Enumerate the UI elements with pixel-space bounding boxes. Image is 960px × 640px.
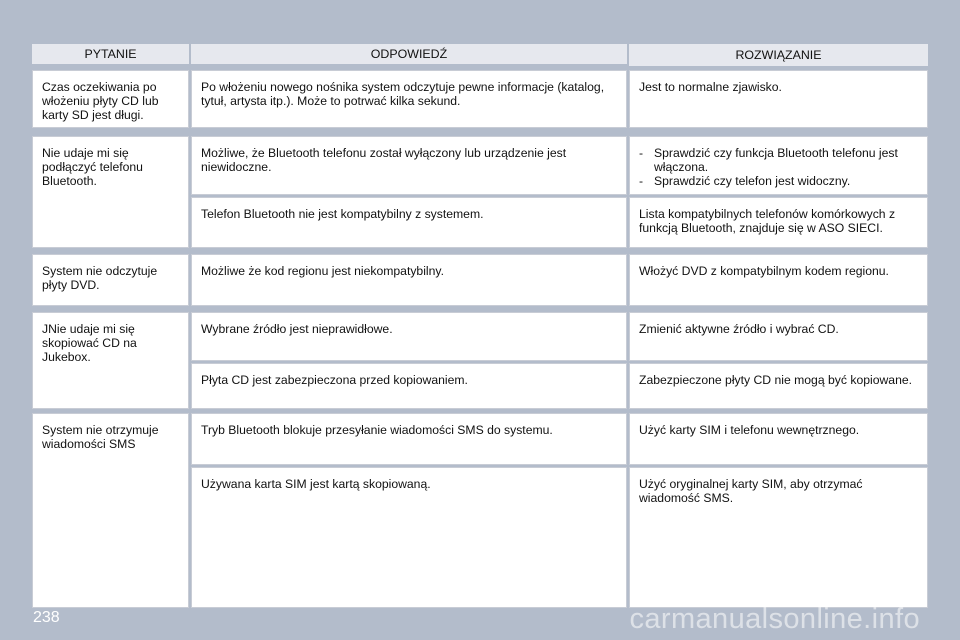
question-cell: Nie udaje mi się podłączyć telefonu Bluetooth. — [32, 136, 189, 248]
answer-cell: Używana karta SIM jest kartą skopiowaną. — [191, 467, 627, 608]
header-solution: ROZWIĄZANIE — [629, 44, 928, 66]
header-question: PYTANIE — [32, 44, 189, 64]
solution-list-item: - Sprawdzić czy telefon jest widoczny. — [639, 174, 918, 188]
solution-cell: Zabezpieczone płyty CD nie mogą być kopiowane. — [629, 363, 928, 409]
answer-cell: Wybrane źródło jest nieprawidłowe. — [191, 312, 627, 361]
solution-cell: Lista kompatybilnych telefonów komórkowych z funkcją Bluetooth, znajduje się w ASO SIECI. — [629, 197, 928, 248]
question-cell: System nie otrzymuje wiadomości SMS — [32, 413, 189, 608]
question-cell: System nie odczytuje płyty DVD. — [32, 254, 189, 306]
watermark: carmanualsonline.info — [629, 603, 920, 635]
answer-cell: Po włożeniu nowego nośnika system odczytuje pewne informacje (katalog, tytuł, artysta itp.). Może to potrwać kilka sekund. — [191, 70, 627, 128]
answer-cell: Możliwe, że Bluetooth telefonu został wyłączony lub urządzenie jest niewidoczne. — [191, 136, 627, 195]
answer-cell: Możliwe że kod regionu jest niekompatybilny. — [191, 254, 627, 306]
answer-cell: Tryb Bluetooth blokuje przesyłanie wiadomości SMS do systemu. — [191, 413, 627, 465]
header-answer: ODPOWIEDŹ — [191, 44, 627, 64]
solution-cell: Jest to normalne zjawisko. — [629, 70, 928, 128]
solution-cell: Użyć karty SIM i telefonu wewnętrznego. — [629, 413, 928, 465]
solution-cell: Zmienić aktywne źródło i wybrać CD. — [629, 312, 928, 361]
solution-cell: Włożyć DVD z kompatybilnym kodem regionu. — [629, 254, 928, 306]
page-number: 238 — [33, 609, 60, 626]
answer-cell: Telefon Bluetooth nie jest kompatybilny z systemem. — [191, 197, 627, 248]
answer-cell: Płyta CD jest zabezpieczona przed kopiowaniem. — [191, 363, 627, 409]
question-cell: Czas oczekiwania po włożeniu płyty CD lub karty SD jest długi. — [32, 70, 189, 128]
solution-cell: Użyć oryginalnej karty SIM, aby otrzymać wiadomość SMS. — [629, 467, 928, 608]
solution-list-item: - Sprawdzić czy funkcja Bluetooth telefonu jest włączona. — [639, 146, 918, 174]
solution-cell — [629, 136, 928, 195]
question-cell: JNie udaje mi się skopiować CD na Jukebox. — [32, 312, 189, 409]
solution-list — [639, 146, 918, 188]
